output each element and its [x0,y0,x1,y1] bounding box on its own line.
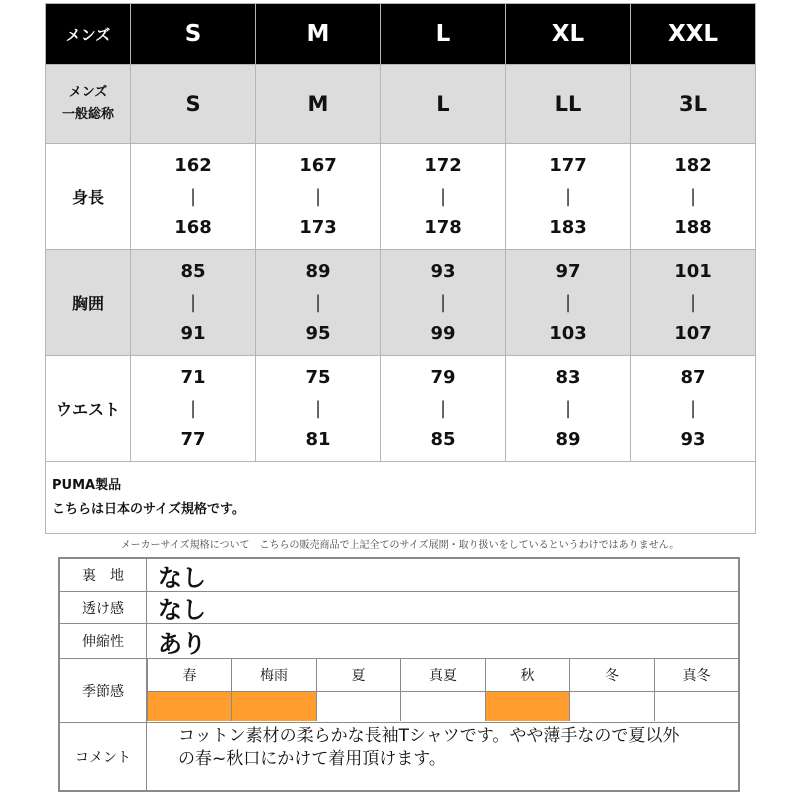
range-min: 89 [305,261,331,282]
size-footnote: メーカーサイズ規格について こちらの販売商品で上記全てのサイズ展開・取り扱いをしているというわけではありません。 [120,540,680,551]
range-max: 93 [680,429,706,450]
range-separator: | [439,398,447,419]
season-fill-spring [147,692,231,721]
range-min: 93 [430,261,456,282]
size-header-row [46,4,756,65]
range-max: 85 [430,429,456,450]
range-max: 103 [549,323,587,344]
range-cell [631,150,755,243]
range-separator: | [439,186,447,207]
range-separator: | [314,186,322,207]
comment-label: コメント [60,723,147,790]
range-cell [131,256,255,349]
range-min: 177 [549,155,587,176]
range-min: 182 [674,155,712,176]
comment-text [178,725,679,771]
season-grid [147,659,738,722]
chest-label: 胸囲 [46,250,131,356]
range-max: 107 [674,323,712,344]
comment-line2: の春~秋口にかけて着用頂けます。 [178,749,446,769]
lining-label: 裏 地 [60,559,147,591]
range-cell [381,256,505,349]
season-winter: 冬 [569,659,654,692]
alias-3l: 3L [631,65,756,144]
range-separator: | [564,186,572,207]
range-max: 81 [305,429,331,450]
stretch-value: あり [158,629,206,658]
range-max: 91 [180,323,206,344]
range-cell [381,150,505,243]
season-rainy: 梅雨 [231,659,316,692]
header-label: メンズ [46,4,131,65]
season-row [60,659,738,723]
range-cell [631,362,755,455]
stretch-label: 伸縮性 [60,624,147,658]
lining-value: なし [158,563,206,592]
lining-row [60,559,738,592]
notes-cell [46,462,756,534]
sheer-row [60,592,738,624]
range-separator: | [689,186,697,207]
season-autumn: 秋 [485,659,569,692]
range-max: 188 [674,217,712,238]
stretch-row [60,624,738,659]
size-xl: XL [506,4,631,65]
waist-row [46,356,756,462]
range-cell [256,150,380,243]
season-fill-autumn [485,692,569,721]
range-max: 178 [424,217,462,238]
range-min: 75 [305,367,331,388]
range-min: 167 [299,155,337,176]
range-min: 71 [180,367,206,388]
sheer-value: なし [158,596,206,624]
range-max: 77 [180,429,206,450]
sheer-label: 透け感 [60,592,147,623]
season-fill-summer [316,692,400,721]
alias-row [46,65,756,144]
alias-m: M [256,65,381,144]
range-cell [381,362,505,455]
range-max: 95 [305,323,331,344]
comment-line1: コットン素材の柔らかな長袖Tシャツです。やや薄手なので夏以外 [178,726,680,746]
range-min: 87 [680,367,706,388]
alias-label-line1: メンズ [68,85,108,100]
range-separator: | [689,398,697,419]
range-min: 85 [180,261,206,282]
range-max: 168 [174,217,212,238]
season-spring: 春 [147,659,231,692]
range-separator: | [189,292,197,313]
comment-row [60,723,738,790]
range-cell [131,150,255,243]
note-brand: PUMA製品 [52,477,122,493]
range-cell [256,256,380,349]
range-cell [506,256,630,349]
range-max: 183 [549,217,587,238]
size-table [45,3,756,534]
waist-label: ウエスト [46,356,131,462]
season-fill-winter [569,692,654,721]
size-xxl: XXL [631,4,756,65]
size-l: L [381,4,506,65]
range-min: 97 [555,261,581,282]
chest-row [46,250,756,356]
size-s: S [131,4,256,65]
range-min: 83 [555,367,581,388]
range-max: 173 [299,217,337,238]
alias-l: L [381,65,506,144]
height-label: 身長 [46,144,131,250]
alias-s: S [131,65,256,144]
range-separator: | [189,398,197,419]
range-min: 162 [174,155,212,176]
range-separator: | [189,186,197,207]
range-cell [506,362,630,455]
range-cell [631,256,755,349]
height-row [46,144,756,250]
season-summer: 夏 [316,659,400,692]
attributes-table [58,557,740,792]
size-m: M [256,4,381,65]
range-separator: | [564,398,572,419]
season-fill-midsummer [400,692,485,721]
range-separator: | [314,292,322,313]
season-midsummer: 真夏 [400,659,485,692]
range-cell [131,362,255,455]
range-separator: | [439,292,447,313]
range-min: 101 [674,261,712,282]
range-separator: | [689,292,697,313]
season-label: 季節感 [60,659,147,722]
range-separator: | [314,398,322,419]
range-max: 99 [430,323,456,344]
range-min: 172 [424,155,462,176]
season-fill-midwinter [654,692,738,721]
notes-row [46,462,756,534]
alias-label-line2: 一般総称 [61,107,114,122]
range-min: 79 [430,367,456,388]
alias-label [46,65,131,144]
note-standard: こちらは日本のサイズ規格です。 [52,501,245,517]
range-cell [506,150,630,243]
alias-ll: LL [506,65,631,144]
season-fill-rainy [231,692,316,721]
season-midwinter: 真冬 [654,659,738,692]
range-max: 89 [555,429,581,450]
range-cell [256,362,380,455]
range-separator: | [564,292,572,313]
